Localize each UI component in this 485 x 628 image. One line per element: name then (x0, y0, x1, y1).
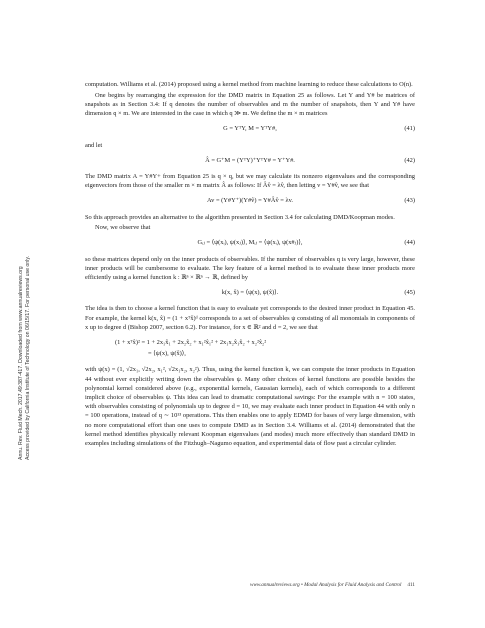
equation-body: Av = (Y#Y⁺)(Y#v̂) = Y#Âv̂ = λv. (207, 197, 293, 205)
equation-body: = ⟨ψ(x), ψ(x̂)⟩, (148, 350, 186, 358)
equation-body: k(x, x̂) = ⟨ψ(x), ψ(x̂)⟩. (221, 289, 279, 297)
equation-number: (41) (404, 125, 415, 133)
equation-body: (1 + xᵀx̂)² = 1 + 2x₁x̂₁ + 2x₂x̂₂ + x₁²x̂₁² + 2x₁x₂x̂₁x̂₂ + x₂²x̂₂² (115, 339, 267, 347)
page-footer (85, 582, 415, 588)
page-number: 411 (407, 582, 415, 588)
equation-body: G = YᵀY, M = YᵀY#, (223, 125, 277, 133)
side-note-line-2: Access provided by California Institute of Technology on 06/15/17. For personal use only. (25, 256, 31, 460)
paragraph: computation. Williams et al. (2014) proposed using a kernel method from machine learning to reduce these calculations to O(n). (85, 81, 413, 88)
side-note-line-1: Annu. Rev. Fluid Mech. 2017.49:387-417. Downloaded from www.annualreviews.org (18, 266, 24, 460)
equation-41 (85, 124, 415, 133)
equation-body: Gᵢⱼ = ⟨ψ(xᵢ), ψ(xⱼ)⟩, Mᵢⱼ = ⟨ψ(xᵢ), ψ(x#ⱼ)⟩, (197, 239, 303, 247)
equation-number: (42) (404, 156, 415, 164)
side-note (18, 220, 32, 460)
equation-45 (85, 288, 415, 297)
equation-46 (85, 338, 415, 347)
paragraph: with ψ(x) = (1, √2x₁, √2x₂, x₁², √2x₁x₂, x₂²). Thus, using the kernel function k, we can compute the inner products in Equation 44 without ever explicitly writing down the observables ψ. Many other choices of kernel functions are possible besides the polynomial kernel considered above (e.g., exponential kernels, Gaussian kernels), each of which corresponds to a different implicit choice of observables ψ. This idea can lead to dramatic computational savings: For the example with n = 100 states, with observables consisting of polynomials up to degree d = 10, we may evaluate each inner product in Equation 44 with only n = 100 operations, instead of q ∼ 10¹³ operations. This then enables one to apply EDMD for bases of very large dimension, with no more computational effort than one uses to compute DMD as in Section 3.4. Williams et al. (2014) demonstrated that the kernel method identifies physically relevant Koopman eigenvalues (and modes) much more effectively than standard DMD in examples including simulations of the Fitzhugh–Nagumo equation, and experimental data of flow past a circular cylinder. (85, 366, 415, 448)
page-body (85, 80, 415, 450)
equation-number: (43) (404, 197, 415, 205)
equation-46-continued (85, 349, 415, 358)
equation-number: (44) (404, 239, 415, 247)
paragraph: so these matrices depend only on the inner products of observables. If the number of observables q is very large, however, these inner products will be cumbersome to evaluate. The key feature of a kernel method is to evaluate these inner products more efficiently using a kernel function k : ℝⁿ × ℝⁿ → ℝ, defined by (85, 255, 415, 282)
equation-43 (85, 196, 415, 205)
paragraph: Now, we observe that (95, 224, 151, 232)
equation-42 (85, 156, 415, 165)
equation-44 (85, 238, 415, 247)
paragraph: One begins by rearranging the expression for the DMD matrix in Equation 25 as follows. Let Y and Y# be matrices of snapshots as in Section 3.4: If q denotes the number of observables and m the number of snapshots, then Y and Y# have dimension q × m. We are interested in the case in which q ≫ m. We define the m × m matrices (85, 91, 415, 118)
footer-journal: www.annualreviews.org • Modal Analysis for Fluid Analysis and Control (250, 582, 402, 588)
paragraph: The idea is then to choose a kernel function that is easy to evaluate yet corresponds to the desired inner product in Equation 45. For example, the kernel k(x, x̂) = (1 + xᵀx̂)ᵈ corresponds to a set of observables ψ consisting of all monomials in components of x up to degree d (Bishop 2007, section 6.2). For instance, for x ∈ ℝ² and d = 2, we see that (85, 305, 415, 331)
paragraph: So this approach provides an alternative to the algorithm presented in Section 3.4 for calculating DMD/Koopman modes. (85, 213, 395, 221)
equation-body: Â = G⁺M = (YᵀY)⁺YᵀY# = Y⁺Y#. (205, 156, 295, 164)
paragraph: The DMD matrix A = Y#Y+ from Equation 25 is q × q, but we may calculate its nonzero eigenvalues and the corresponding eigenvectors from those of the smaller m × m matrix Â as follows: If Âv̂ = λv̂, then letting v = Y#v̂, we see that (85, 172, 415, 190)
equation-number: (45) (404, 289, 415, 297)
paragraph: and let (85, 141, 103, 149)
